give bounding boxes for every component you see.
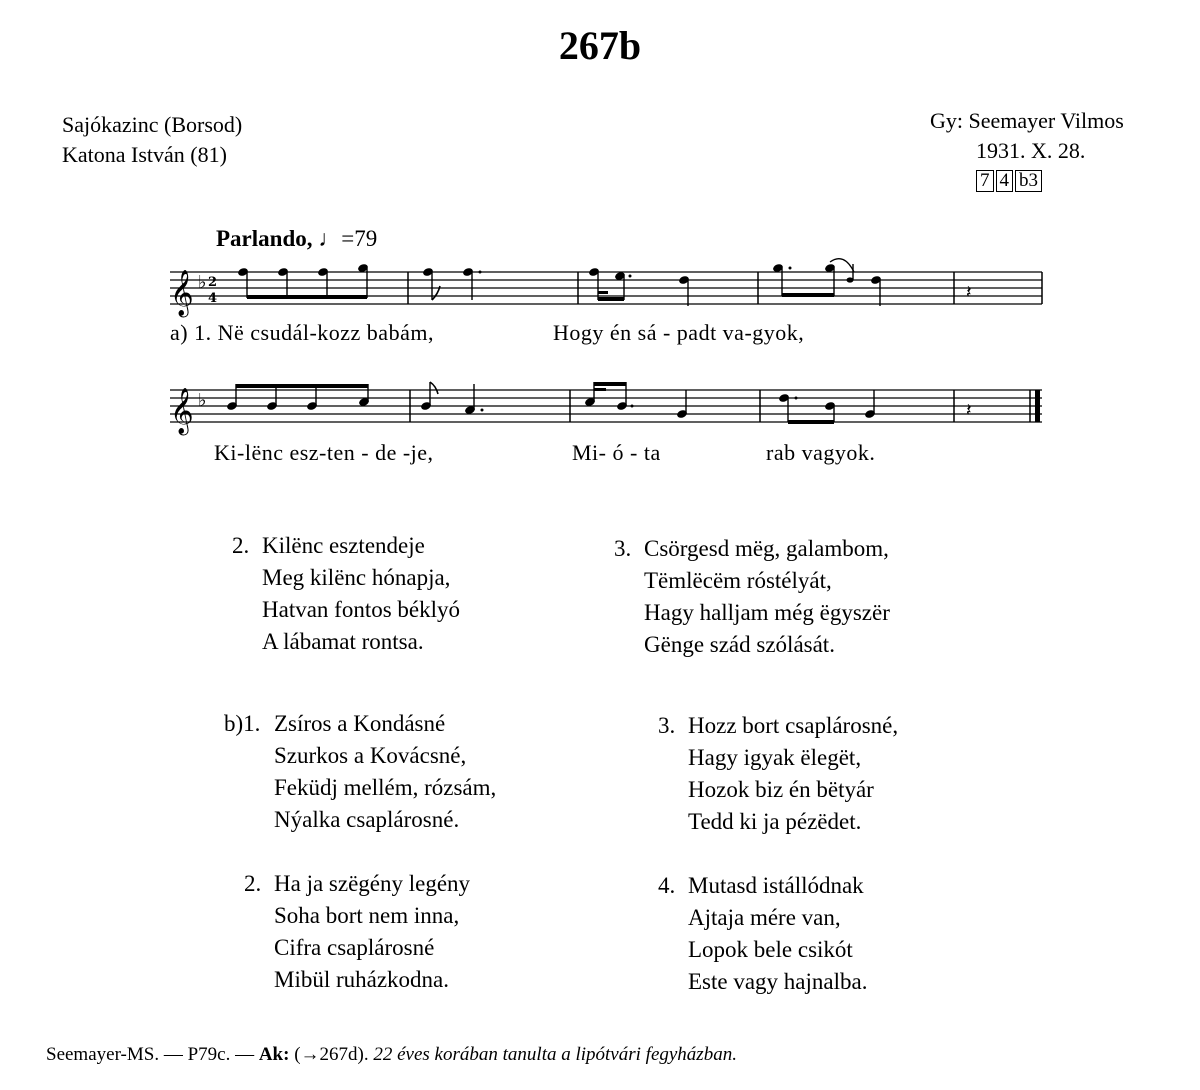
stanza-line: Gënge szád szólását. [644,632,835,657]
page-title: 267b [558,23,642,68]
collector: Gy: Seemayer Vilmos [930,108,1124,133]
stanza-line: Soha bort nem inna, [274,903,460,928]
quarter-note-icon: ♩ [318,226,342,251]
stanza-line: Hozz bort csaplárosné, [688,713,899,738]
stanza-line: A lábamat rontsa. [262,629,424,654]
stanza-line: Ha ja szëgény legény [274,871,471,896]
classification-box: b3 [1015,170,1042,192]
metronome-value: =79 [341,226,378,251]
stanza-b-3 [658,710,898,838]
classification-box: 4 [996,170,1014,192]
stanza-b-2 [244,868,470,996]
time-signature-top: 2 [208,275,218,290]
footer-note [46,1044,737,1066]
collection-date: 1931. X. 28. [976,138,1086,163]
stanza-line: Este vagy hajnalba. [688,969,868,994]
measure-3 [588,267,690,306]
stanza-line: Kilënc esztendeje [262,533,425,558]
final-barline-thick [1035,390,1040,422]
stanza-line: Feküdj mellém, rózsám, [274,775,497,800]
stanza-number: 2. [244,871,262,896]
stanza-line: Meg kilënc hónapja, [262,565,451,590]
lyric-line-1b: Hogy én sá - padt va-gyok, [553,320,805,345]
stanza-line: Nýalka csaplárosné. [274,807,460,832]
singer: Katona István (81) [62,142,227,167]
rest-icon: 𝄽 [966,400,972,421]
staff-1 [170,259,1042,318]
stanza-b-1 [224,708,496,836]
stanza-line: Cifra csaplárosné [274,935,435,960]
stanza-line: Zsíros a Kondásné [274,711,446,736]
flat-icon: ♭ [198,390,207,411]
stanza-number: 3. [658,713,676,738]
stanza-a-3 [614,533,890,661]
rest-icon: 𝄽 [966,282,972,303]
stanza-line: Csörgesd mëg, galambom, [644,536,889,561]
footer-remark: 22 éves korában tanulta a lipótvári fegyházban. [373,1044,737,1065]
measure-8 [778,390,876,424]
stanza-line: Mutasd istállódnak [688,873,864,898]
stanza-a-2 [232,530,460,658]
lyric-line-2c: rab vagyok. [766,440,876,465]
stanza-b-4 [658,870,867,998]
staff-2 [170,382,1042,436]
lyric-line-2a: Ki-lënc esz-ten - de -je, [214,440,434,465]
stanza-line: Hozok biz én bëtyár [688,777,874,802]
treble-clef-icon: 𝄞 [170,270,194,316]
stanza-number: b)1. [224,711,261,736]
treble-clef-icon: 𝄞 [170,388,194,434]
footer-ak-label: Ak: [258,1044,290,1065]
stanza-line: Tedd ki ja pézëdet. [688,809,862,834]
stanza-number: 2. [232,533,250,558]
location: Sajókazinc (Borsod) [62,112,243,137]
measure-1 [237,263,369,299]
stanza-line: Tëmlëcëm róstélyát, [644,568,832,593]
stanza-line: Ajtaja mére van, [688,905,841,930]
flat-icon: ♭ [198,272,207,293]
stanza-line: Hatvan fontos béklyó [262,597,461,622]
stanza-number: 4. [658,873,676,898]
footer-source: Seemayer-MS. — P79c. — [46,1044,255,1065]
stanza-line: Hagy igyak ëlegët, [688,745,862,770]
stanza-line: Hagy halljam még ëgyszër [644,600,890,625]
stanza-line: Mibül ruházkodna. [274,967,450,992]
measure-4 [772,259,882,306]
time-signature-bottom: 4 [208,291,218,306]
lyric-line-1a: a) 1. Në csudál-kozz babám, [170,320,434,345]
lyric-line-2b: Mi- ó - ta [572,440,661,465]
footer-ak-ref: (→267d). [294,1044,369,1065]
stanza-number: 3. [614,536,632,561]
staff-lines [170,390,1042,422]
classification-box: 7 [976,170,994,192]
stanza-line: Szurkos a Kovácsné, [274,743,467,768]
stanza-line: Lopok bele csikót [688,937,853,962]
tempo-text: Parlando, [216,226,313,251]
